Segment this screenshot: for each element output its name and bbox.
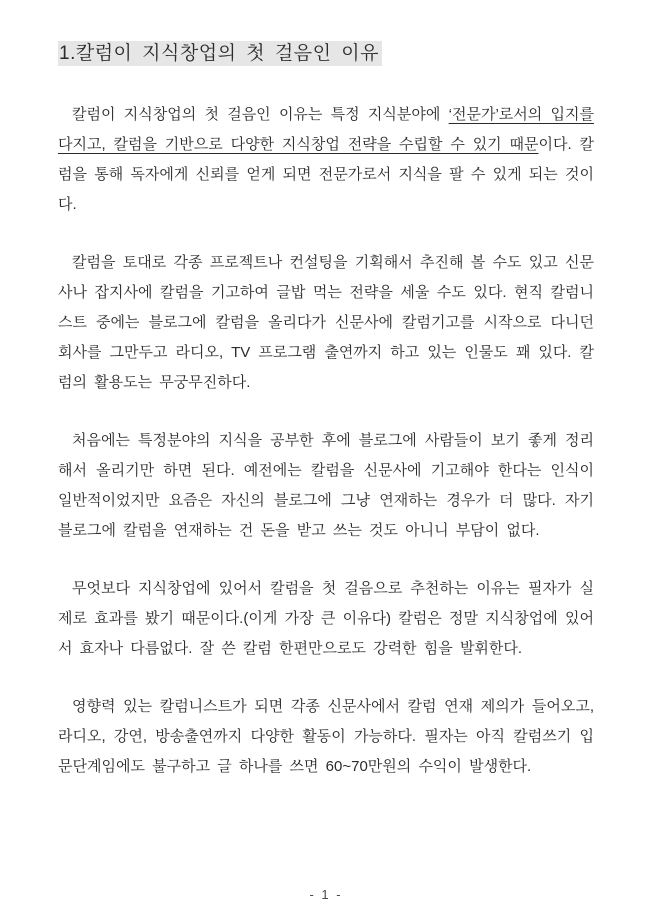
text-segment: 칼럼을 토대로 각종 프로젝트나 컨설팅을 기획해서 추진해 볼 수도 있고 신문사나 잡지사에 칼럼을 기고하여 글밥 먹는 전략을 세울 수도 있다. 현직 칼럼니스트 중에는 블로그에 칼럼을 올리다가 신문사에 칼럼기고를 시작으로 다니던 회사를 그만두고 라디오, TV 프로그램 출연까지 하고 있는 인물도 꽤 있다. 칼럼의 활용도는 무궁무진하다.: [58, 254, 594, 391]
paragraph-5: [58, 692, 594, 782]
document-body: [58, 100, 594, 782]
paragraph-4: [58, 574, 594, 664]
text-segment: 무엇보다 지식창업에 있어서 칼럼을 첫 걸음으로 추천하는 이유는 필자가 실제로 효과를 봤기 때문이다.(이게 가장 큰 이유다) 칼럼은 정말 지식창업에 있어서 효자나 다름없다. 잘 쓴 칼럼 한편만으로도 강력한 힘을 발휘한다.: [58, 580, 594, 657]
underlined-text: ‘전문가’로서의 입지를 다지고, 칼럼을 기반으로 다양한 지식창업 전략을 수립할 수 있기 때문: [58, 106, 594, 153]
text-segment: 칼럼이 지식창업의 첫 걸음인 이유는 특정 지식분야에: [72, 106, 449, 123]
paragraph-3: [58, 426, 594, 546]
title-highlight: 1.칼럼이 지식창업의 첫 걸음인 이유: [58, 41, 382, 66]
paragraph-2: [58, 248, 594, 398]
page-number: - 1 -: [309, 887, 343, 902]
text-segment: 영향력 있는 칼럼니스트가 되면 각종 신문사에서 칼럼 연재 제의가 들어오고, 라디오, 강연, 방송출연까지 다양한 활동이 가능하다. 필자는 아직 칼럼쓰기 입문단계임에도 불구하고 글 하나를 쓰면 60~70만원의 수익이 발생한다.: [58, 698, 594, 775]
page-title: [58, 40, 594, 68]
paragraph-1: [58, 100, 594, 220]
text-segment: 처음에는 특정분야의 지식을 공부한 후에 블로그에 사람들이 보기 좋게 정리해서 올리기만 하면 된다. 예전에는 칼럼을 신문사에 기고해야 한다는 인식이 일반적이었지만 요즘은 자신의 블로그에 그냥 연재하는 경우가 더 많다. 자기 블로그에 칼럼을 연재하는 건 돈을 받고 쓰는 것도 아니니 부담이 없다.: [58, 432, 594, 539]
text-segment: 이다. 칼럼을 통해 독자에게 신뢰를 얻게 되면 전문가로서 지식을 팔 수 있게 되는 것이다.: [58, 136, 594, 213]
